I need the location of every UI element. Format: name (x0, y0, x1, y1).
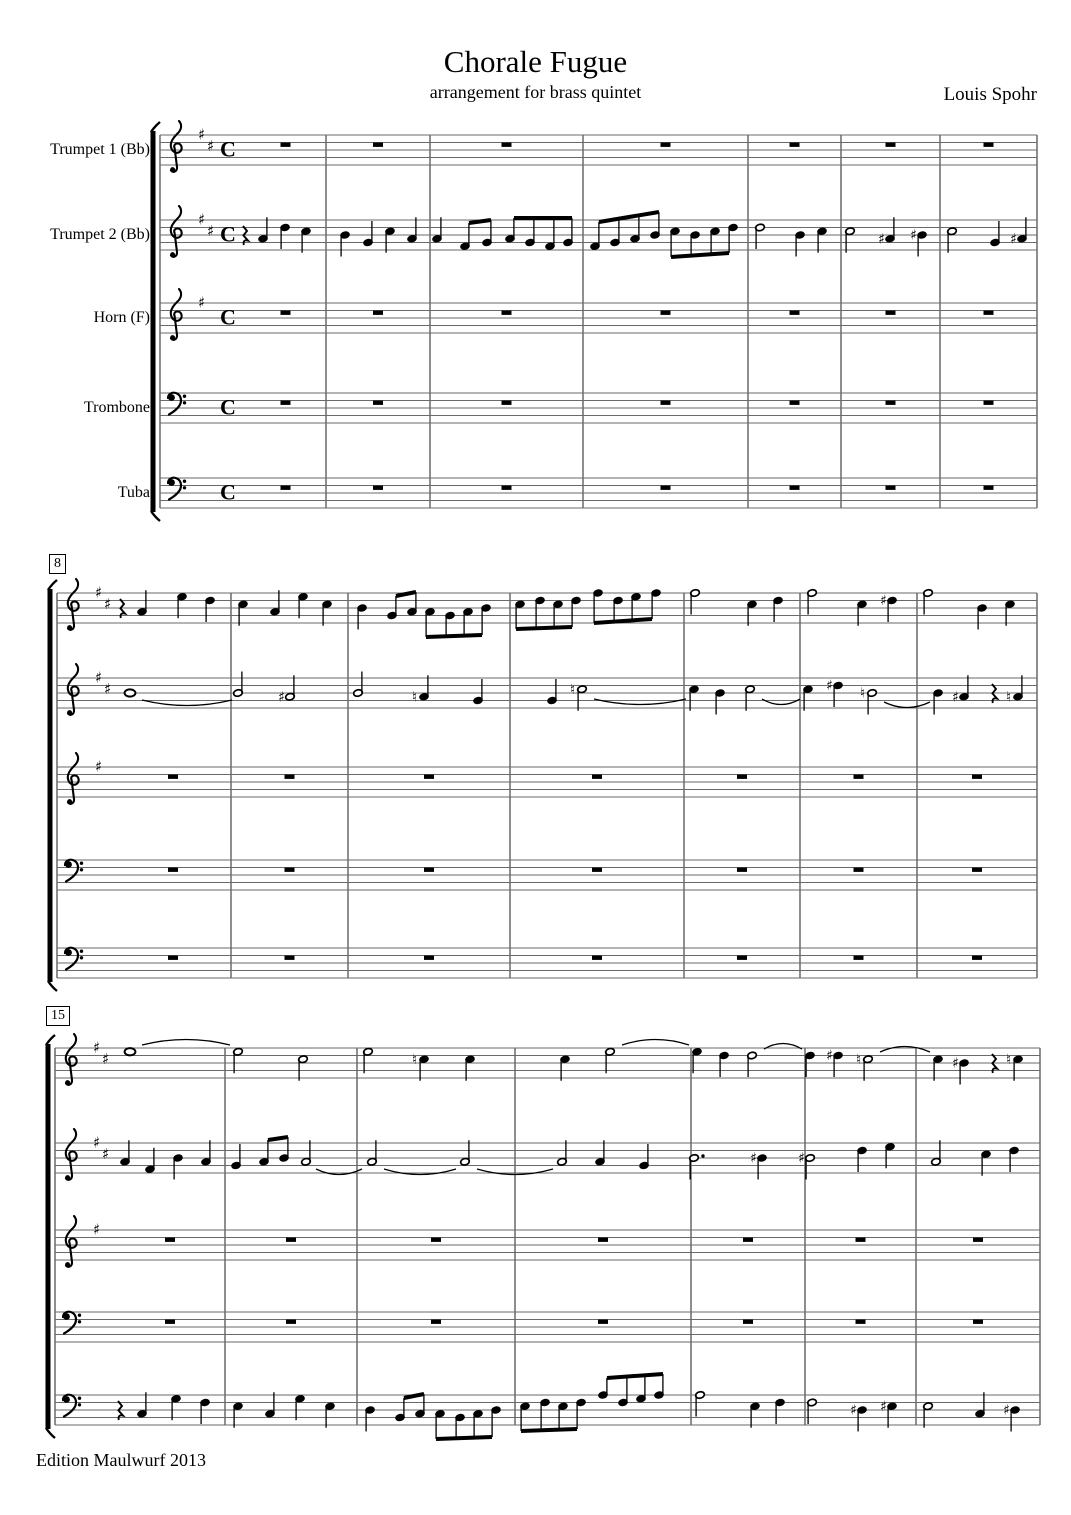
whole-rest (373, 311, 383, 315)
whole-rest (737, 775, 747, 779)
whole-rest (373, 401, 383, 405)
augmentation-dot (701, 1154, 704, 1157)
treble-clef (68, 664, 79, 715)
beam (594, 619, 652, 623)
accidental-sharp: ♯ (826, 678, 833, 695)
tie (316, 1169, 362, 1175)
whole-rest (984, 486, 994, 490)
measure-number-box-8: 8 (49, 554, 66, 574)
key-signature-sharp: ♯ (95, 583, 103, 602)
treble-clef-ball (67, 625, 72, 630)
accidental-natural: ♮ (570, 681, 576, 698)
accidental-sharp: ♯ (878, 231, 885, 248)
whole-rest (854, 956, 864, 960)
whole-rest (854, 775, 864, 779)
whole-rest (973, 1238, 983, 1242)
whole-rest (856, 1320, 866, 1324)
whole-rest (373, 486, 383, 490)
accidental-natural: ♮ (856, 1051, 862, 1068)
key-signature-sharp: ♯ (95, 757, 103, 776)
time-signature-common: C (220, 136, 236, 162)
bass-clef-dot (80, 868, 83, 871)
whole-rest (424, 956, 434, 960)
whole-rest (972, 775, 982, 779)
whole-rest (502, 401, 512, 405)
time-signature-common: C (220, 394, 236, 420)
treble-clef (171, 289, 182, 340)
key-signature-sharp: ♯ (104, 679, 112, 698)
whole-rest (285, 956, 295, 960)
time-signature-common: C (220, 221, 236, 247)
bass-clef-blob (168, 394, 175, 401)
whole-rest (743, 1238, 753, 1242)
whole-rest (281, 311, 291, 315)
whole-note (125, 689, 136, 696)
whole-rest (285, 775, 295, 779)
tie (762, 699, 800, 705)
whole-rest (856, 1238, 866, 1242)
accidental-sharp: ♯ (880, 1398, 887, 1415)
piece-title: Chorale Fugue (443, 44, 628, 79)
whole-rest (886, 486, 896, 490)
key-signature-sharp: ♯ (102, 1049, 110, 1068)
treble-clef-ball (170, 335, 175, 340)
bass-clef-dot (183, 486, 186, 489)
instrument-label-tuba: Tuba (117, 484, 150, 501)
accidental-sharp: ♯ (750, 1150, 757, 1167)
key-signature-sharp: ♯ (95, 668, 103, 687)
bass-clef-dot (80, 950, 83, 953)
whole-rest (285, 868, 295, 872)
piece-subtitle: arrangement for brass quintet (429, 82, 642, 102)
bracket-hook-bottom (48, 981, 57, 991)
accidental-natural: ♮ (412, 1051, 418, 1068)
whole-rest (592, 956, 602, 960)
treble-clef (66, 1129, 77, 1180)
bass-clef-dot (78, 1397, 81, 1400)
whole-rest (886, 311, 896, 315)
bracket-hook-bottom (46, 1428, 55, 1438)
accidental-natural: ♮ (1006, 689, 1012, 706)
whole-rest (790, 486, 800, 490)
beam (521, 1429, 577, 1431)
bracket-hook-top (48, 580, 57, 590)
time-signature-common: C (220, 479, 236, 505)
bass-clef-dot (78, 1314, 81, 1317)
whole-rest (373, 143, 383, 147)
accidental-natural: ♮ (412, 689, 418, 706)
accidental-sharp: ♯ (850, 1402, 857, 1419)
whole-rest (431, 1238, 441, 1242)
treble-clef (66, 1216, 77, 1267)
key-signature-sharp: ♯ (104, 594, 112, 613)
treble-clef-ball (65, 1175, 70, 1180)
whole-rest (592, 868, 602, 872)
whole-rest (661, 401, 671, 405)
tie (622, 1040, 689, 1046)
beam (426, 635, 482, 637)
bass-clef-dot (80, 956, 83, 959)
whole-rest (886, 401, 896, 405)
bracket-hook-top (46, 1035, 55, 1045)
time-signature-common: C (220, 304, 236, 330)
instrument-label-trumpet1: Trumpet 1 (Bb) (50, 141, 150, 158)
accidental-natural: ♮ (860, 685, 866, 702)
tie (880, 1047, 930, 1053)
accidental-sharp: ♯ (798, 1150, 805, 1167)
key-signature-sharp: ♯ (93, 1133, 101, 1152)
whole-rest (598, 1238, 608, 1242)
whole-rest (984, 401, 994, 405)
whole-rest (972, 956, 982, 960)
whole-rest (502, 311, 512, 315)
whole-rest (598, 1320, 608, 1324)
treble-clef-ball (67, 799, 72, 804)
treble-clef (68, 753, 79, 804)
accidental-sharp: ♯ (278, 689, 285, 706)
whole-rest (661, 143, 671, 147)
beam (607, 1374, 663, 1378)
beam (268, 1137, 288, 1140)
accidental-sharp: ♯ (1010, 231, 1017, 248)
key-signature-sharp: ♯ (102, 1144, 110, 1163)
whole-rest (286, 1238, 296, 1242)
whole-rest (165, 1320, 175, 1324)
whole-rest (502, 143, 512, 147)
instrument-label-horn: Horn (F) (93, 309, 150, 326)
accidental-sharp: ♯ (952, 689, 959, 706)
accidental-sharp: ♯ (910, 227, 917, 244)
whole-note (125, 1048, 136, 1055)
instrument-label-trumpet2: Trumpet 2 (Bb) (50, 226, 150, 243)
key-signature-sharp: ♯ (207, 221, 215, 240)
whole-rest (886, 143, 896, 147)
treble-clef (66, 1034, 77, 1085)
accidental-sharp: ♯ (880, 593, 887, 610)
treble-clef-ball (170, 167, 175, 172)
whole-rest (972, 868, 982, 872)
whole-rest (737, 868, 747, 872)
whole-rest (424, 775, 434, 779)
key-signature-sharp: ♯ (198, 125, 206, 144)
tie (884, 702, 930, 708)
key-signature-sharp: ♯ (198, 293, 206, 312)
whole-rest (168, 775, 178, 779)
whole-rest (973, 1320, 983, 1324)
beam (436, 1437, 492, 1439)
bass-clef-blob (65, 949, 72, 956)
whole-rest (743, 1320, 753, 1324)
bass-clef-dot (183, 480, 186, 483)
bass-clef-dot (78, 1403, 81, 1406)
whole-rest (790, 401, 800, 405)
accidental-sharp: ♯ (1003, 1402, 1010, 1419)
whole-rest (286, 1320, 296, 1324)
whole-rest (984, 143, 994, 147)
bass-clef-dot (183, 401, 186, 404)
edition-footer: Edition Maulwurf 2013 (36, 1450, 206, 1470)
whole-rest (790, 311, 800, 315)
whole-rest (281, 401, 291, 405)
key-signature-sharp: ♯ (207, 136, 215, 155)
instrument-label-trombone: Trombone (83, 399, 150, 416)
treble-clef-ball (170, 252, 175, 257)
tie (594, 699, 686, 705)
bass-clef-dot (80, 862, 83, 865)
whole-rest (661, 311, 671, 315)
bracket-hook-bottom (151, 511, 160, 521)
whole-rest (737, 956, 747, 960)
tie (384, 1169, 456, 1175)
whole-rest (431, 1320, 441, 1324)
treble-clef (68, 579, 79, 630)
whole-rest (281, 143, 291, 147)
bass-clef-blob (63, 1396, 70, 1403)
beam (516, 627, 572, 629)
whole-rest (168, 868, 178, 872)
bass-clef-blob (63, 1313, 70, 1320)
tie (142, 1040, 230, 1046)
accidental-sharp: ♯ (826, 1048, 833, 1065)
accidental-sharp: ♯ (952, 1055, 959, 1072)
whole-rest (165, 1238, 175, 1242)
key-signature-sharp: ♯ (93, 1038, 101, 1057)
treble-clef (171, 121, 182, 172)
beam (671, 253, 729, 257)
whole-rest (790, 143, 800, 147)
bass-clef-blob (65, 861, 72, 868)
whole-rest (661, 486, 671, 490)
measure-number-box-15: 15 (46, 1006, 70, 1026)
treble-clef-ball (67, 710, 72, 715)
treble-clef-ball (65, 1080, 70, 1085)
bass-clef-blob (168, 479, 175, 486)
bass-clef-dot (183, 395, 186, 398)
accidental-natural: ♮ (1006, 1051, 1012, 1068)
whole-rest (168, 956, 178, 960)
bass-clef-dot (78, 1320, 81, 1323)
bracket-hook-top (151, 122, 160, 132)
treble-clef (171, 206, 182, 257)
treble-clef-ball (65, 1262, 70, 1267)
key-signature-sharp: ♯ (93, 1220, 101, 1239)
composer-name: Louis Spohr (943, 84, 1037, 105)
whole-rest (592, 775, 602, 779)
whole-rest (502, 486, 512, 490)
whole-rest (854, 868, 864, 872)
key-signature-sharp: ♯ (198, 210, 206, 229)
whole-rest (281, 486, 291, 490)
whole-rest (424, 868, 434, 872)
whole-rest (984, 311, 994, 315)
